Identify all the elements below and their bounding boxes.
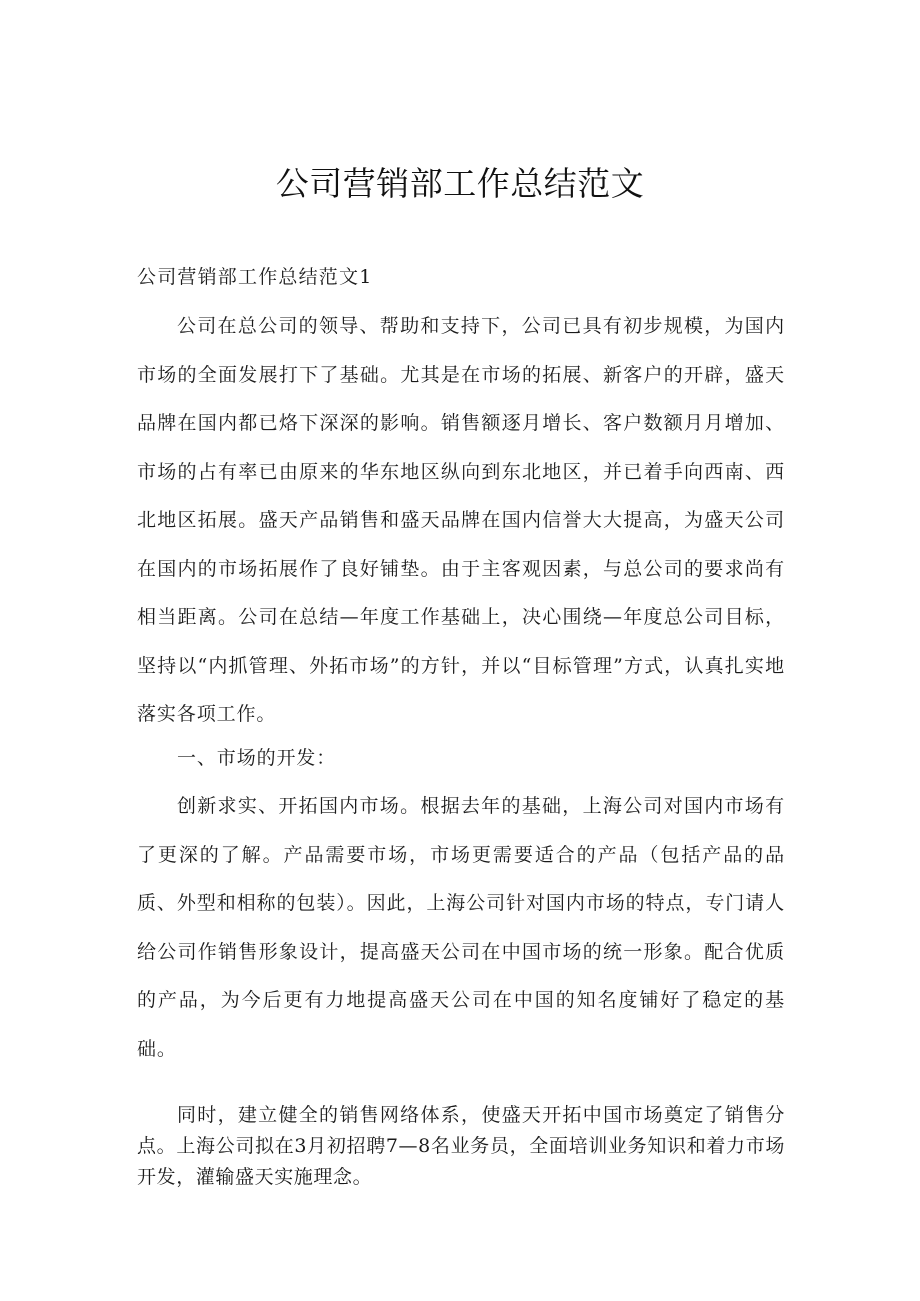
paragraph-sales-network: 同时，建立健全的销售网络体系，使盛天开拓中国市场奠定了销售分点。上海公司拟在3月初招聘7—8名业务员，全面培训业务知识和着力市场开发，灌输盛天实施理念。 (137, 1104, 785, 1188)
paragraph-intro: 公司在总公司的领导、帮助和支持下，公司已具有初步规模，为国内市场的全面发展打下了基础。尤其是在市场的拓展、新客户的开辟，盛天品牌在国内都已烙下深深的影响。销售额逐月增长、客户数额月月增加、市场的占有率已由原来的华东地区纵向到东北地区，并已着手向西南、西北地区拓展。盛天产品销售和盛天品牌在国内信誉大大提高，为盛天公司在国内的市场拓展作了良好铺垫。由于主客观因素，与总公司的要求尚有相当距离。公司在总结—年度工作基础上，决心围绕—年度总公司目标，坚持以“内抓管理、外拓市场”的方针，并以“目标管理”方式，认真扎实地落实各项工作。 (137, 315, 785, 725)
section-heading-market-development: 一、市场的开发： (177, 747, 337, 769)
document-title: 公司营销部工作总结范文 (275, 164, 645, 203)
paragraph-market-innovation: 创新求实、开拓国内市场。根据去年的基础，上海公司对国内市场有了更深的了解。产品需要市场，市场更需要适合的产品（包括产品的品质、外型和相称的包装）。因此，上海公司针对国内市场的特点，专门请人给公司作销售形象设计，提高盛天公司在中国市场的统一形象。配合优质的产品，为今后更有力地提高盛天公司在中国的知名度铺好了稳定的基础。 (137, 795, 785, 1060)
section-subtitle: 公司营销部工作总结范文1 (137, 266, 373, 288)
